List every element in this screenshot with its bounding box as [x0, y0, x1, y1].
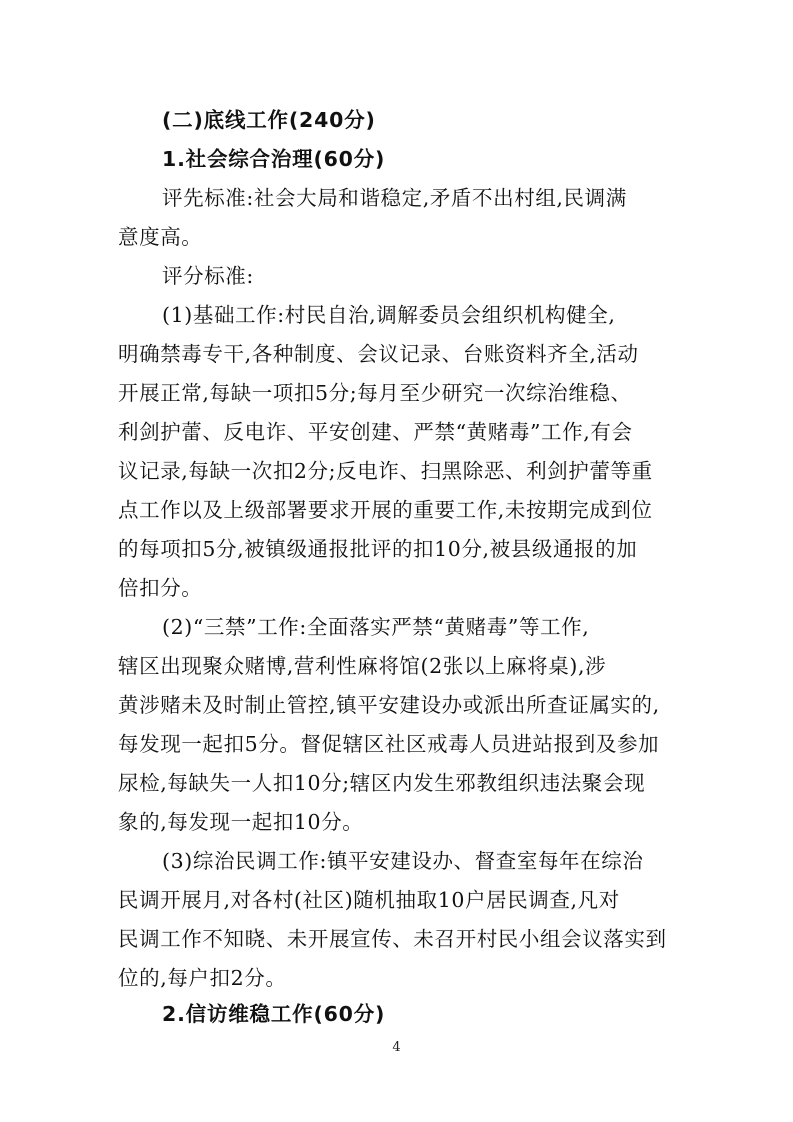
paragraph-line: 辖区出现聚众赌博,营利性麻将馆(2张以上麻将桌),涉	[118, 654, 607, 678]
paragraph-line: 位的,每户扣2分。	[118, 966, 287, 990]
paragraph-line: 民调工作不知晓、未开展宣传、未召开村民小组会议落实到	[118, 927, 667, 951]
paragraph-line: 开展正常,每缺一项扣5分;每月至少研究一次综治维稳、	[118, 381, 632, 405]
paragraph-line: (1)基础工作:村民自治,调解委员会组织机构健全,	[162, 303, 616, 327]
criteria-line: 评先标准:社会大局和谐稳定,矛盾不出村组,民调满	[162, 186, 627, 210]
subsection-heading-social-governance: 1.社会综合治理(60分)	[162, 147, 386, 171]
paragraph-line: 利剑护蕾、反电诈、平安创建、严禁“黄赌毒”工作,有会	[118, 420, 633, 444]
paragraph-line: 明确禁毒专干,各种制度、会议记录、台账资料齐全,活动	[118, 342, 639, 366]
paragraph-line: 民调开展月,对各村(社区)随机抽取10户居民调查,凡对	[118, 888, 620, 912]
paragraph-line: 尿检,每缺失一人扣10分;辖区内发生邪教组织违法聚会现	[118, 771, 646, 795]
criteria-line: 意度高。	[118, 225, 203, 249]
paragraph-line: 议记录,每缺一次扣2分;反电诈、扫黑除恶、利剑护蕾等重	[118, 459, 653, 483]
paragraph-line: (2)“三禁”工作:全面落实严禁“黄赌毒”等工作,	[162, 615, 590, 639]
paragraph-line: 的每项扣5分,被镇级通报批评的扣10分,被县级通报的加	[118, 537, 638, 561]
paragraph-line: (3)综治民调工作:镇平安建设办、督查室每年在综治	[162, 849, 644, 873]
scoring-label: 评分标准:	[162, 264, 254, 288]
page-number: 4	[392, 1040, 401, 1055]
paragraph-line: 象的,每发现一起扣10分。	[118, 810, 364, 834]
paragraph-line: 点工作以及上级部署要求开展的重要工作,未按期完成到位	[118, 498, 653, 522]
paragraph-line: 倍扣分。	[118, 576, 203, 600]
subsection-heading-petition: 2.信访维稳工作(60分)	[162, 1002, 386, 1026]
section-heading: (二)底线工作(240分)	[162, 108, 376, 132]
paragraph-line: 黄涉赌未及时制止管控,镇平安建设办或派出所查证属实的,	[118, 693, 660, 717]
paragraph-line: 每发现一起扣5分。督促辖区社区戒毒人员进站报到及参加	[118, 732, 660, 756]
